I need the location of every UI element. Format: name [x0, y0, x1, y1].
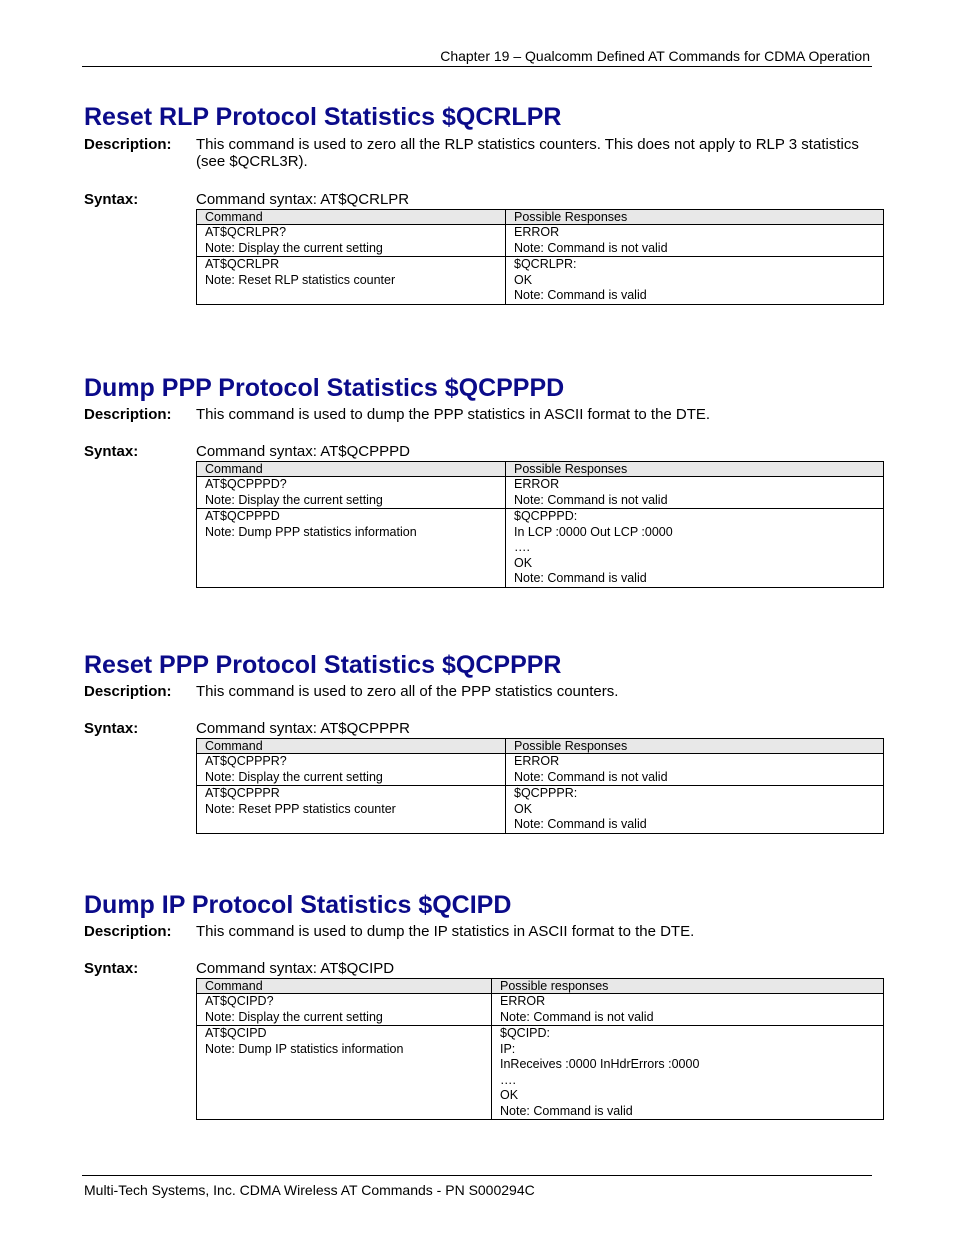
- syntax-label: Syntax:: [84, 720, 139, 737]
- table-header-cell: Command: [197, 979, 492, 994]
- cell-line: $QCIPD:: [500, 1026, 551, 1040]
- command-cell: [197, 1026, 492, 1120]
- cell-line: IP:: [500, 1041, 516, 1056]
- cell-line: AT$QCRLPR?: [205, 225, 287, 239]
- syntax-text: Command syntax: AT$QCIPD: [196, 960, 395, 977]
- cell-line: AT$QCPPPD?: [205, 477, 287, 491]
- section-qcpppd: [84, 373, 884, 585]
- response-cell: [506, 225, 884, 257]
- cell-line: AT$QCPPPR: [205, 786, 280, 800]
- command-cell: [197, 994, 492, 1026]
- command-table: [196, 461, 884, 588]
- section-qcrlpr: [84, 102, 884, 302]
- cell-line: AT$QCIPD?: [205, 994, 274, 1008]
- section-title: Reset RLP Protocol Statistics $QCRLPR: [84, 103, 562, 131]
- syntax-label: Syntax:: [84, 443, 139, 460]
- cell-line: Note: Dump PPP statistics information: [205, 524, 417, 539]
- cell-line: Note: Display the current setting: [205, 492, 383, 507]
- table-header-cell: Possible Responses: [506, 462, 884, 477]
- syntax-text: Command syntax: AT$QCRLPR: [196, 191, 410, 208]
- page-footer: Multi-Tech Systems, Inc. CDMA Wireless AT Commands - PN S000294C: [84, 1182, 535, 1198]
- syntax-label: Syntax:: [84, 191, 139, 208]
- description-label: Description:: [84, 136, 172, 153]
- section-title: Dump IP Protocol Statistics $QCIPD: [84, 891, 512, 919]
- description-text: This command is used to dump the IP statistics in ASCII format to the DTE.: [196, 923, 695, 940]
- table-row: [197, 994, 884, 1026]
- table-header-row: [197, 979, 884, 994]
- table-header-cell: Command: [197, 210, 506, 225]
- cell-line: Note: Command is not valid: [500, 1009, 654, 1024]
- command-table: [196, 738, 884, 834]
- cell-line: In LCP :0000 Out LCP :0000: [514, 524, 673, 539]
- description-text: This command is used to zero all the RLP statistics counters. This does not apply to RLP 3 statistics (see $QCRL3R).: [196, 136, 859, 170]
- response-cell: [506, 509, 884, 588]
- cell-line: AT$QCPPPD: [205, 509, 280, 523]
- command-cell: [197, 509, 506, 588]
- cell-line: Note: Reset RLP statistics counter: [205, 272, 396, 287]
- command-table: [196, 978, 884, 1120]
- cell-line: InReceives :0000 InHdrErrors :0000: [500, 1057, 700, 1071]
- section-qcpppr: [84, 650, 884, 831]
- response-cell: [492, 994, 884, 1026]
- response-cell: [506, 477, 884, 509]
- table-header-cell: Command: [197, 462, 506, 477]
- response-cell: [492, 1026, 884, 1120]
- cell-line: AT$QCPPPR?: [205, 754, 287, 768]
- response-cell: [506, 754, 884, 786]
- cell-line: Note: Command is valid: [514, 571, 647, 585]
- table-row: [197, 1026, 884, 1120]
- command-cell: [197, 257, 506, 305]
- command-cell: [197, 754, 506, 786]
- table-header-row: [197, 210, 884, 225]
- table-header-row: [197, 739, 884, 754]
- table-row: [197, 225, 884, 257]
- syntax-text: Command syntax: AT$QCPPPR: [196, 720, 410, 737]
- cell-line: Note: Display the current setting: [205, 1009, 383, 1024]
- cell-line: Note: Display the current setting: [205, 769, 383, 784]
- cell-line: Note: Command is not valid: [514, 240, 668, 255]
- cell-line: Note: Dump IP statistics information: [205, 1041, 404, 1056]
- cell-line: ERROR: [514, 754, 560, 768]
- syntax-label: Syntax:: [84, 960, 139, 977]
- cell-line: $QCRLPR:: [514, 257, 577, 271]
- command-cell: [197, 477, 506, 509]
- cell-line: OK: [514, 272, 533, 287]
- cell-line: Note: Command is valid: [514, 288, 647, 302]
- header-rule: [82, 66, 872, 67]
- page-header: Chapter 19 – Qualcomm Defined AT Commands for CDMA Operation: [440, 48, 870, 64]
- cell-line: Note: Display the current setting: [205, 240, 383, 255]
- cell-line: Note: Command is valid: [514, 817, 647, 831]
- section-title: Reset PPP Protocol Statistics $QCPPPR: [84, 651, 562, 679]
- table-header-row: [197, 462, 884, 477]
- cell-line: ERROR: [514, 477, 560, 491]
- description-text: This command is used to dump the PPP statistics in ASCII format to the DTE.: [196, 406, 711, 423]
- table-row: [197, 509, 884, 588]
- cell-line: AT$QCRLPR: [205, 257, 280, 271]
- table-header-cell: Possible responses: [492, 979, 884, 994]
- cell-line: OK: [514, 555, 533, 570]
- cell-line: AT$QCIPD: [205, 1026, 267, 1040]
- table-header-cell: Possible Responses: [506, 739, 884, 754]
- cell-line: Note: Command is valid: [500, 1103, 633, 1118]
- syntax-text: Command syntax: AT$QCPPPD: [196, 443, 410, 460]
- command-table: [196, 209, 884, 305]
- response-cell: [506, 257, 884, 305]
- response-cell: [506, 786, 884, 834]
- cell-line: Note: Command is not valid: [514, 769, 668, 784]
- cell-line: Note: Command is not valid: [514, 492, 668, 507]
- cell-line: ERROR: [500, 994, 546, 1008]
- cell-line: $QCPPPD:: [514, 509, 578, 523]
- description-label: Description:: [84, 923, 172, 940]
- table-row: [197, 477, 884, 509]
- cell-line: ….: [500, 1072, 516, 1087]
- footer-rule: [82, 1175, 872, 1176]
- table-header-cell: Command: [197, 739, 506, 754]
- description-label: Description:: [84, 406, 172, 423]
- cell-line: ERROR: [514, 225, 560, 239]
- cell-line: ….: [514, 540, 530, 554]
- cell-line: OK: [500, 1088, 519, 1102]
- command-cell: [197, 225, 506, 257]
- section-title: Dump PPP Protocol Statistics $QCPPPD: [84, 374, 565, 402]
- table-row: [197, 257, 884, 305]
- command-cell: [197, 786, 506, 834]
- section-qcipd: [84, 890, 884, 1118]
- description-text: This command is used to zero all of the PPP statistics counters.: [196, 683, 619, 700]
- table-row: [197, 754, 884, 786]
- cell-line: OK: [514, 801, 533, 816]
- table-row: [197, 786, 884, 834]
- cell-line: $QCPPPR:: [514, 786, 578, 800]
- cell-line: Note: Reset PPP statistics counter: [205, 801, 396, 816]
- table-header-cell: Possible Responses: [506, 210, 884, 225]
- description-label: Description:: [84, 683, 172, 700]
